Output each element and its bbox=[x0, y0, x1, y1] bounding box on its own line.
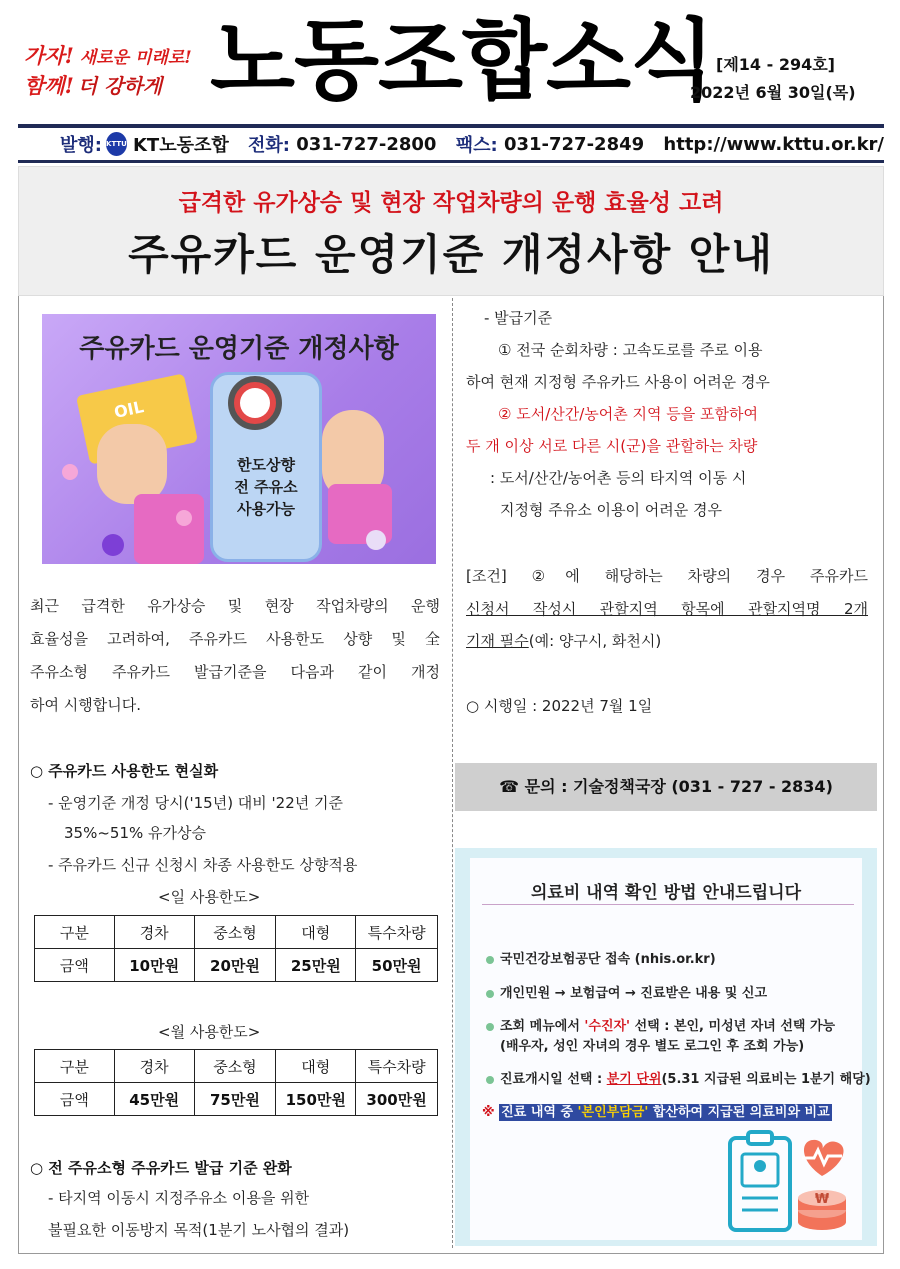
medical-note-b: 합산하여 지급된 의료비와 비교 bbox=[648, 1105, 830, 1120]
medical-item-2 bbox=[486, 982, 767, 1001]
hand-holding-card-icon bbox=[97, 424, 167, 504]
slogan-together: 함께! bbox=[24, 73, 74, 98]
column-divider bbox=[452, 298, 453, 1248]
banner-image bbox=[42, 314, 436, 564]
publisher-name: KT노동조합 bbox=[132, 135, 229, 156]
intro-paragraph bbox=[30, 590, 440, 722]
medical-item-1-text: 국민건강보험공단 접속 (nhis.or.kr) bbox=[500, 952, 716, 967]
criteria-1-line-b: 하여 현재 지정형 주유카드 사용이 어려운 경우 bbox=[466, 373, 770, 391]
table-cell: 구분 bbox=[35, 1050, 115, 1083]
usage-limit-line-2: 35%~51% 유가상승 bbox=[64, 824, 206, 842]
table-cell: 25만원 bbox=[276, 949, 356, 982]
table-cell: 대형 bbox=[276, 916, 356, 949]
table-cell: 특수차량 bbox=[356, 916, 438, 949]
slogan-future: 새로운 미래로! bbox=[79, 48, 192, 68]
table-cell: 경차 bbox=[114, 1050, 194, 1083]
article-title: 주유카드 운영기준 개정사항 안내 bbox=[128, 230, 774, 279]
phone-line-1: 한도상향 bbox=[237, 456, 295, 474]
table-cell: 20만원 bbox=[194, 949, 276, 982]
coins-icon bbox=[798, 1190, 846, 1230]
header-rule-bottom bbox=[18, 160, 884, 163]
medical-title-rule bbox=[482, 904, 854, 905]
table-cell: 경차 bbox=[114, 916, 194, 949]
banner-title: 주유카드 운영기준 개정사항 bbox=[79, 334, 399, 364]
note-mark: ※ bbox=[482, 1105, 495, 1120]
criteria-1-line-a: ① 전국 순회차량 : 고속도로를 주로 이용 bbox=[498, 341, 763, 359]
gas-pump-icon bbox=[240, 388, 270, 418]
table-cell: 300만원 bbox=[356, 1083, 438, 1116]
inquiry-box: ☎ 문의 : 기술정책국장 (031 - 727 - 2834) bbox=[455, 763, 877, 811]
decor-ball-icon bbox=[366, 530, 386, 550]
medical-item-4-highlight: 분기 단위 bbox=[606, 1072, 662, 1087]
condition-label: [조건] bbox=[466, 567, 507, 585]
medical-notice-title: 의료비 내역 확인 방법 안내드립니다 bbox=[530, 883, 801, 903]
table-header-row bbox=[35, 916, 438, 949]
medical-note-yellow: '본인부담금' bbox=[577, 1105, 649, 1120]
bullet-icon bbox=[486, 990, 494, 998]
slogan-go: 가자! bbox=[24, 43, 74, 68]
criteria-2-line-d: 지정형 주유소 이용이 어려운 경우 bbox=[500, 501, 722, 519]
condition-text-a: ②에 해당하는 차량의 경우 주유카드 bbox=[531, 567, 868, 585]
phone-line-3: 사용가능 bbox=[237, 500, 295, 518]
condition-required: 기재 필수 bbox=[466, 632, 529, 650]
criteria-2-line-c: : 도서/산간/농어촌 등의 타지역 이동 시 bbox=[490, 469, 747, 487]
sleeve-left bbox=[134, 494, 204, 564]
table-cell: 중소형 bbox=[194, 1050, 276, 1083]
table-header-row bbox=[35, 1050, 438, 1083]
table-cell: 75만원 bbox=[194, 1083, 276, 1116]
table-row bbox=[35, 1083, 438, 1116]
heart-icon bbox=[802, 1140, 844, 1176]
intro-line: 효율성을 고려하여, 주유카드 사용한도 상향 및 全 bbox=[30, 630, 440, 648]
article-subtitle: 급격한 유가상승 및 현장 작업차량의 운행 효율성 고려 bbox=[178, 190, 724, 216]
condition-text-b: 신청서 작성시 관할지역 항목에 관할지역명 2개 bbox=[466, 600, 868, 618]
kttu-logo-icon: KTTU bbox=[106, 132, 127, 156]
decor-ball-icon bbox=[62, 464, 78, 480]
phone-label: 전화: bbox=[248, 135, 290, 156]
table-cell: 10만원 bbox=[114, 949, 194, 982]
monthly-limit-caption: <월 사용한도> bbox=[158, 1023, 261, 1041]
issuance-line-2: 불필요한 이동방지 목적(1분기 노사협의 결과) bbox=[48, 1221, 350, 1239]
medical-item-4-b: (5.31 지급된 의료비는 1분기 해당) bbox=[661, 1072, 871, 1087]
intro-line: 최근 급격한 유가상승 및 현장 작업차량의 운행 bbox=[30, 597, 440, 615]
criteria-heading: - 발급기준 bbox=[484, 309, 553, 327]
issuance-line-1: - 타지역 이동시 지정주유소 이용을 위한 bbox=[48, 1189, 310, 1207]
phone-line-2: 전 주유소 bbox=[234, 478, 298, 496]
daily-limit-caption: <일 사용한도> bbox=[158, 888, 261, 906]
bullet-icon bbox=[486, 956, 494, 964]
medical-item-4 bbox=[486, 1068, 871, 1087]
slogan-line-2 bbox=[24, 70, 162, 100]
medical-illustration bbox=[726, 1130, 856, 1234]
effective-date: ○ 시행일 : 2022년 7월 1일 bbox=[466, 697, 653, 715]
medical-item-1 bbox=[486, 948, 716, 967]
medical-item-3-b: 선택 : 본인, 미성년 자녀 선택 가능 bbox=[630, 1019, 836, 1034]
table-cell: 구분 bbox=[35, 916, 115, 949]
condition-line-a bbox=[466, 560, 868, 593]
condition-line-b bbox=[466, 593, 868, 626]
medical-item-2-a: 개인민원 bbox=[500, 986, 551, 1001]
intro-line: 주유소형 주유카드 발급기준을 다음과 같이 개정 bbox=[30, 663, 440, 681]
table-cell: 50만원 bbox=[356, 949, 438, 982]
masthead-title: 노동조합소식 bbox=[210, 9, 715, 112]
condition-line-c bbox=[466, 625, 661, 658]
section-issuance-heading: ○ 전 주유소형 주유카드 발급 기준 완화 bbox=[30, 1159, 292, 1177]
criteria-2-line-a: ② 도서/산간/농어촌 지역 등을 포함하여 bbox=[498, 405, 758, 423]
won-symbol: ₩ bbox=[814, 1192, 830, 1207]
monthly-limit-table bbox=[34, 1049, 438, 1116]
publisher-bar bbox=[18, 128, 884, 160]
medical-note-a: 진료 내역 중 bbox=[501, 1105, 578, 1120]
daily-limit-table bbox=[34, 915, 438, 982]
usage-limit-line-3: - 주유카드 신규 신청시 차종 사용한도 상향적용 bbox=[48, 856, 358, 874]
slogan-line-1 bbox=[24, 40, 192, 70]
decor-ball-icon bbox=[176, 510, 192, 526]
medical-item-3-highlight: '수진자' bbox=[584, 1019, 631, 1034]
card-label: OIL bbox=[112, 397, 146, 422]
section-usage-limit-heading: ○ 주유카드 사용한도 현실화 bbox=[30, 762, 219, 780]
table-cell: 45만원 bbox=[114, 1083, 194, 1116]
table-cell: 특수차량 bbox=[356, 1050, 438, 1083]
medical-note-highlight bbox=[499, 1104, 832, 1121]
medical-item-3 bbox=[486, 1015, 835, 1034]
medical-item-4-a: 진료개시일 선택 : bbox=[500, 1072, 607, 1087]
table-row bbox=[35, 949, 438, 982]
website-link[interactable]: http://www.kttu.or.kr/ bbox=[663, 133, 885, 155]
table-cell: 중소형 bbox=[194, 916, 276, 949]
medical-item-3-a: 조회 메뉴에서 bbox=[500, 1019, 585, 1034]
table-cell: 150만원 bbox=[276, 1083, 356, 1116]
arrow-right-icon: → bbox=[554, 986, 566, 1001]
phone-number: 031-727-2800 bbox=[296, 133, 437, 155]
medical-item-3-note: (배우자, 성인 자녀의 경우 별도 로그인 후 조회 가능) bbox=[500, 1039, 805, 1054]
table-cell: 금액 bbox=[35, 1083, 115, 1116]
medical-item-2-b: 보험급여 bbox=[570, 986, 621, 1001]
bullet-icon bbox=[486, 1076, 494, 1084]
publisher-label: 발행: bbox=[59, 135, 102, 156]
issue-date: 2022년 6월 30일(목) bbox=[690, 83, 856, 102]
table-cell: 금액 bbox=[35, 949, 115, 982]
fax-label: 팩스: bbox=[455, 135, 498, 156]
fax-number: 031-727-2849 bbox=[503, 133, 645, 155]
criteria-2-line-b: 두 개 이상 서로 다른 시(군)을 관할하는 차량 bbox=[466, 437, 758, 455]
intro-line: 하여 시행합니다. bbox=[30, 696, 141, 714]
medical-note bbox=[482, 1101, 832, 1120]
phone-text bbox=[210, 454, 322, 520]
medical-item-2-c: 진료받은 내용 및 신고 bbox=[640, 986, 768, 1001]
arrow-right-icon: → bbox=[624, 986, 636, 1001]
issue-number: [제14 - 294호] bbox=[716, 55, 835, 74]
decor-ball-icon bbox=[102, 534, 124, 556]
usage-limit-line-1: - 운영기준 개정 당시('15년) 대비 '22년 기준 bbox=[48, 794, 344, 812]
clipboard-icon bbox=[730, 1132, 790, 1230]
slogan-stronger: 더 강하게 bbox=[77, 74, 163, 98]
table-cell: 대형 bbox=[276, 1050, 356, 1083]
bullet-icon bbox=[486, 1023, 494, 1031]
condition-example: (예: 양구시, 화천시) bbox=[528, 632, 662, 650]
